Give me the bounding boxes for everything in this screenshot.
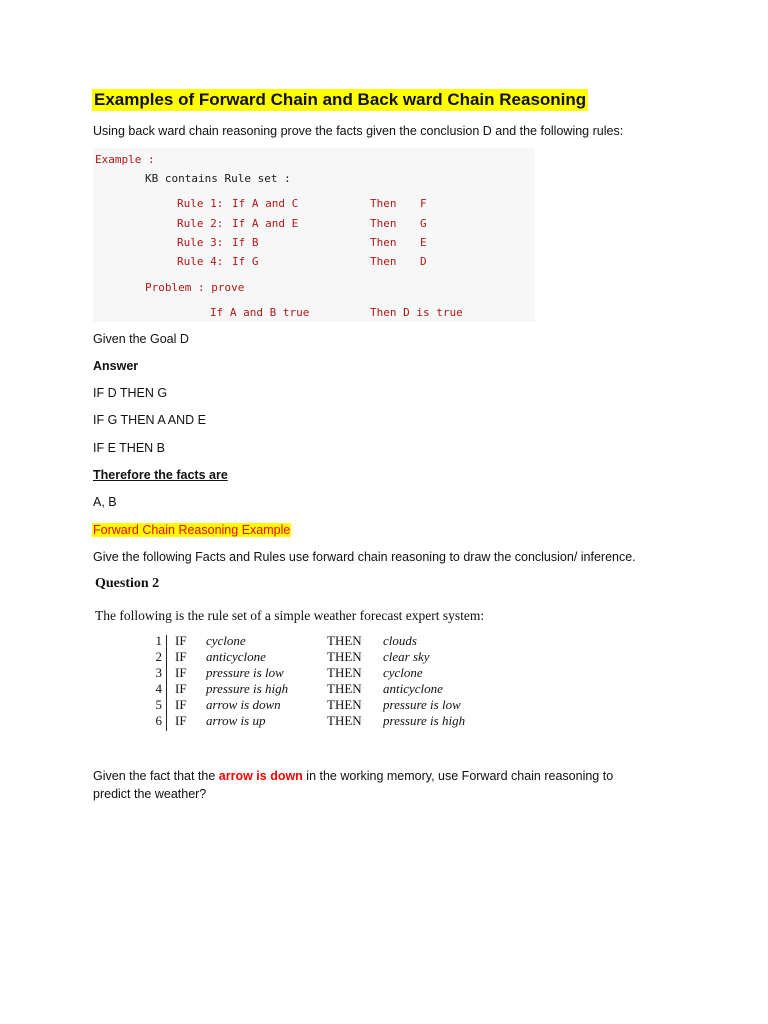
- forward-intro: Give the following Facts and Rules use forward chain reasoning to draw the conclusion/ inference.: [93, 550, 636, 564]
- rule-result: D: [420, 255, 427, 268]
- problem-then: Then D is true: [370, 306, 463, 319]
- rule-result: E: [420, 236, 427, 249]
- rule-condition: anticyclone: [206, 649, 266, 664]
- final-question: [93, 769, 613, 783]
- rule-result: cyclone: [383, 665, 423, 680]
- kb-label: KB contains Rule set :: [145, 172, 291, 185]
- rule-if: IF: [175, 697, 187, 712]
- question2-description: The following is the rule set of a simple weather forecast expert system:: [95, 608, 485, 623]
- rule-if: IF: [175, 681, 187, 696]
- rule-then: THEN: [327, 681, 362, 696]
- answer-line: IF D THEN G: [93, 386, 168, 400]
- goal-text: Given the Goal D: [93, 332, 189, 346]
- rule-name: Rule 4:: [177, 255, 224, 268]
- rule-number: 4: [155, 681, 162, 696]
- rule-number: 3: [155, 665, 162, 680]
- rule-condition: pressure is low: [206, 665, 284, 680]
- rule-if: IF: [175, 665, 187, 680]
- rule-then: Then: [370, 236, 397, 249]
- final-highlight: arrow is down: [218, 769, 303, 783]
- rule-result: G: [420, 217, 427, 230]
- rule-then: THEN: [327, 665, 362, 680]
- rule-if: IF: [175, 649, 187, 664]
- rule-result: clear sky: [383, 649, 430, 664]
- rule-result: pressure is high: [383, 713, 466, 728]
- rule-name: Rule 2:: [177, 217, 224, 230]
- example-figure: [93, 148, 535, 322]
- rule-if: IF: [175, 633, 187, 648]
- rule-name: Rule 3:: [177, 236, 224, 249]
- weather-rule-table: [140, 633, 500, 733]
- rule-then: Then: [370, 255, 397, 268]
- page-title: Examples of Forward Chain and Back ward Chain Reasoning: [94, 90, 587, 109]
- rule-number: 1: [155, 633, 162, 648]
- rule-name: Rule 1:: [177, 197, 224, 210]
- rule-then: THEN: [327, 633, 362, 648]
- rule-number: 2: [155, 649, 162, 664]
- answer-line: IF E THEN B: [93, 441, 166, 455]
- answer-label: Answer: [93, 359, 139, 373]
- facts-label: Therefore the facts are: [93, 468, 228, 482]
- answer-line: IF G THEN A AND E: [93, 413, 206, 427]
- rule-cond: If A and C: [232, 197, 299, 210]
- question2-title: Question 2: [95, 576, 160, 591]
- rule-cond: If A and E: [232, 217, 299, 230]
- rule-then: Then: [370, 197, 397, 210]
- rule-result: clouds: [383, 633, 417, 648]
- problem-label: Problem : prove: [145, 281, 245, 294]
- rule-result: F: [420, 197, 427, 210]
- rule-number: 6: [155, 713, 162, 728]
- rule-divider: [166, 635, 167, 731]
- rule-result: anticyclone: [383, 681, 443, 696]
- rule-if: IF: [175, 713, 187, 728]
- rule-cond: If G: [232, 255, 259, 268]
- final-question-line2: predict the weather?: [93, 787, 207, 801]
- rule-result: pressure is low: [383, 697, 461, 712]
- rule-condition: cyclone: [206, 633, 246, 648]
- rule-cond: If B: [232, 236, 259, 249]
- problem-if: If A and B true: [210, 306, 310, 319]
- intro-text: Using back ward chain reasoning prove the facts given the conclusion D and the following rules:: [93, 124, 624, 138]
- rule-then: THEN: [327, 713, 362, 728]
- rule-condition: arrow is up: [206, 713, 266, 728]
- rule-then: THEN: [327, 649, 362, 664]
- rule-then: Then: [370, 217, 397, 230]
- facts-value: A, B: [93, 495, 117, 509]
- rule-condition: pressure is high: [206, 681, 289, 696]
- final-text-before: Given the fact that the: [93, 769, 219, 783]
- example-label: Example :: [95, 153, 155, 166]
- rule-number: 5: [155, 697, 162, 712]
- rule-then: THEN: [327, 697, 362, 712]
- rule-condition: arrow is down: [206, 697, 281, 712]
- final-text-after: in the working memory, use Forward chain reasoning to: [302, 769, 614, 783]
- forward-heading: Forward Chain Reasoning Example: [93, 523, 291, 537]
